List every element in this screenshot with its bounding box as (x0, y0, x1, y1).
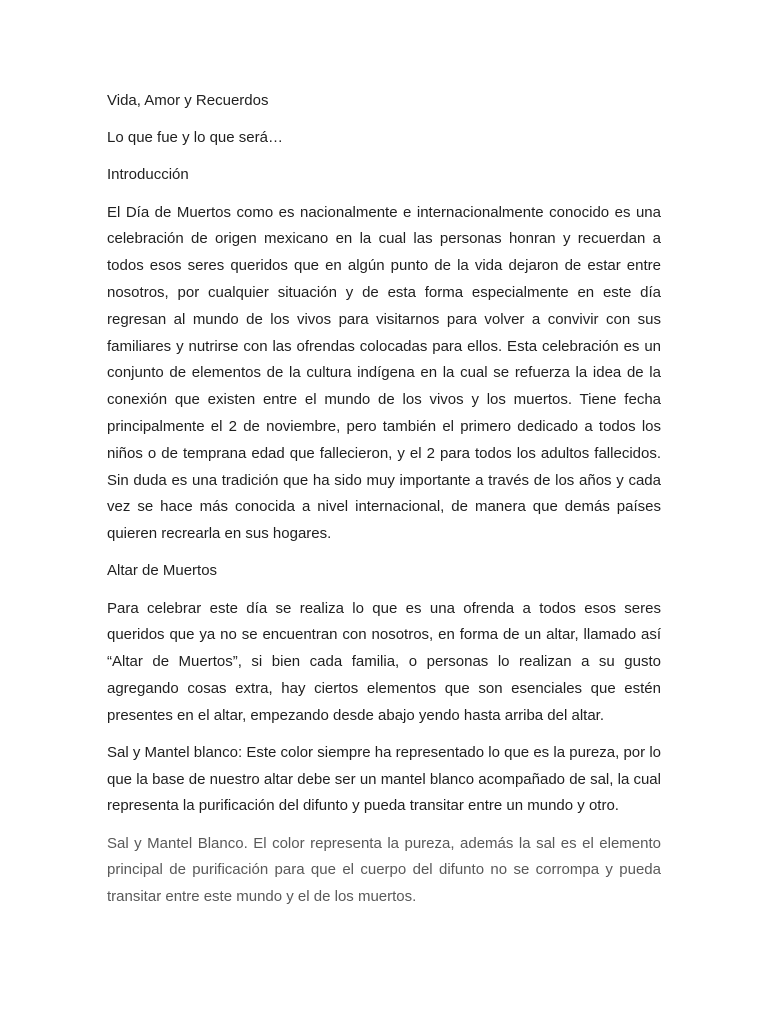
section-heading-introduccion: Introducción (107, 166, 189, 184)
paragraph-altar-1: Para celebrar este día se realiza lo que es una ofrenda a todos esos seres queridos que ya no se encuentran con nosotros, en forma de un altar, llamado así “Altar de Muertos”, si bien cada familia, o personas lo realizan a su gusto agregando cosas extra, hay ciertos elementos que son esenciales que estén presentes en el altar, empezando desde abajo yendo hasta arriba del altar. (107, 599, 661, 724)
document-subtitle: Lo que fue y lo que será… (107, 129, 283, 147)
section-heading-altar: Altar de Muertos (107, 562, 218, 580)
document-page (107, 88, 661, 921)
document-title: Vida, Amor y Recuerdos (107, 92, 269, 109)
paragraph-altar-2: Sal y Mantel blanco: Este color siempre ha representado lo que es la pureza, por lo que la base de nuestro altar debe ser un mantel blanco acompañado de sal, la cual representa la purificación del difunto y pueda transitar entre un mundo y otro. (107, 743, 661, 815)
paragraph-altar-3: Sal y Mantel Blanco. El color representa la pureza, además la sal es el elemento principal de purificación para que el cuerpo del difunto no se corrompa y pueda transitar entre este mundo y el de los muertos. (107, 834, 661, 906)
paragraph-introduccion: El Día de Muertos como es nacionalmente e internacionalmente conocido es una celebración de origen mexicano en la cual las personas honran y recuerdan a todos esos seres queridos que en algún punto de la vida dejaron de estar entre nosotros, por cualquier situación y de esta forma especialmente en este día regresan al mundo de los vivos para visitarnos para volver a convivir con sus familiares y nutrirse con las ofrendas colocadas para ellos. Esta celebración es un conjunto de elementos de la cultura indígena en la cual se refuerza la idea de la conexión que existen entre el mundo de los vivos y los muertos. Tiene fecha principalmente el 2 de noviembre, pero también el primero dedicado a todos los niños o de temprana edad que fallecieron, y el 2 para todos los adultos fallecidos. Sin duda es una tradición que ha sido muy importante a través de los años y cada vez se hace más conocida a nivel internacional, de manera que demás países quieren recrearla en sus hogares. (107, 203, 661, 543)
